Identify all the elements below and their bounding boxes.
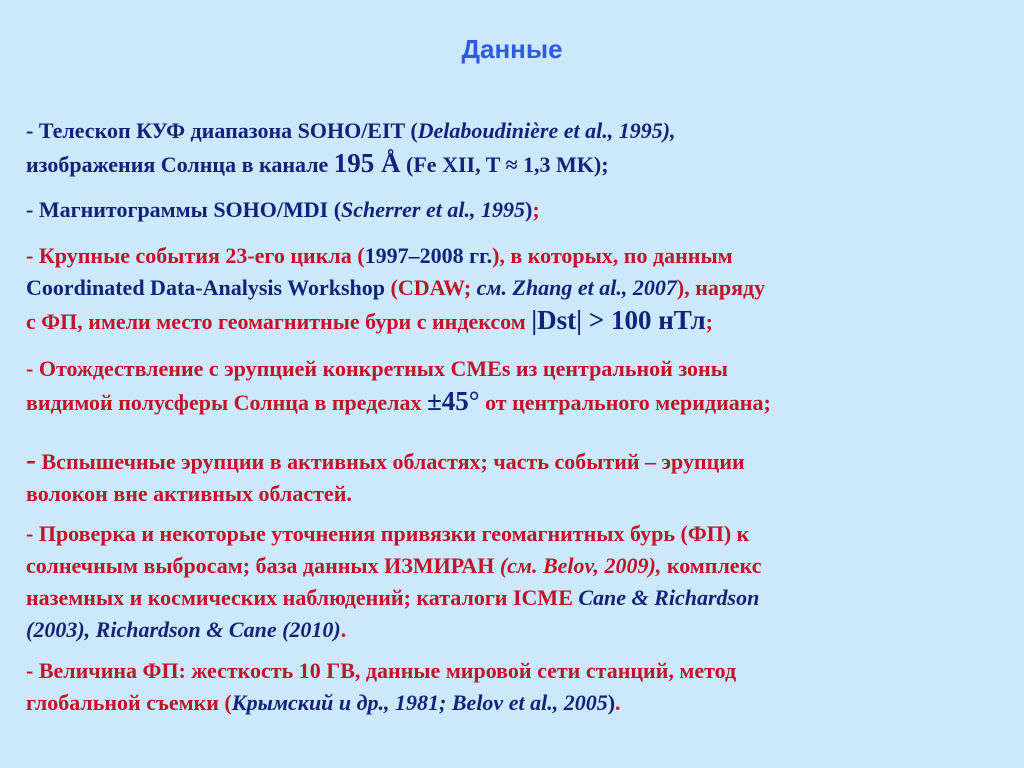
text-segment: видимой полусферы Солнца в пределах	[26, 390, 427, 415]
text-segment: ;	[705, 309, 713, 334]
citation: Cane & Richardson	[578, 585, 760, 610]
text-segment: - Величина ФП: жесткость 10 ГВ, данные мировой сети станций, метод	[26, 658, 737, 683]
citation: см. Zhang et al., 2007	[476, 275, 677, 300]
text-segment: .	[340, 617, 347, 642]
bullet-magnitude	[26, 655, 1001, 719]
text-segment: ), наряду	[676, 275, 766, 300]
bullet-telescope	[26, 115, 1001, 181]
text-segment: (CDAW;	[385, 275, 477, 300]
workshop-name: Coordinated Data-Analysis Workshop	[26, 275, 385, 300]
citation: Scherrer et al., 1995	[341, 197, 525, 222]
text-segment: солнечным выбросам; база данных ИЗМИРАН	[26, 553, 500, 578]
bullet-flare-eruptions	[26, 444, 1001, 510]
text-segment: ;	[532, 197, 540, 222]
text-segment: от центрального меридиана;	[479, 390, 771, 415]
citation: (2003), Richardson & Cane (2010)	[26, 617, 341, 642]
citation: Крымский и др., 1981; Belov et al., 2005	[231, 690, 608, 715]
text-segment: ), в которых, по данным	[492, 243, 733, 268]
text-segment: изображения Солнца в канале	[26, 152, 334, 177]
text-segment: Вспышечные эрупции в активных областях; часть событий – эрупции	[36, 449, 745, 474]
text-segment: глобальной съемки (	[26, 690, 232, 715]
text-segment: - Проверка и некоторые уточнения привязки геомагнитных бурь (ФП) к	[26, 521, 750, 546]
text-segment: - Магнитограммы SOHO/MDI (	[26, 197, 342, 222]
text-segment: (Fe XII, T ≈ 1,3 MK);	[400, 152, 609, 177]
text-segment: волокон вне активных областей.	[26, 481, 352, 506]
text-segment: )	[607, 690, 616, 715]
text-segment: .	[615, 690, 621, 715]
text-segment: комплекс	[661, 553, 762, 578]
text-segment: с ФП, имели место геомагнитные бури с индексом	[26, 309, 532, 334]
text-segment: - Телескоп КУФ диапазона SOHO/EIT (	[26, 118, 418, 143]
citation: (см. Belov, 2009),	[499, 553, 662, 578]
wavelength-value: 195 Å	[333, 148, 401, 178]
longitude-range: ±45°	[426, 386, 480, 416]
citation: Delaboudinière et al., 1995),	[417, 118, 676, 143]
bullet-events	[26, 240, 1001, 338]
text-segment: )	[525, 197, 533, 222]
dst-threshold: |Dst| > 100 нТл	[531, 305, 706, 335]
text-segment: наземных и космических наблюдений; каталоги ICME	[26, 585, 579, 610]
years-range: 1997–2008 гг.	[364, 243, 493, 268]
slide-title: Данные	[461, 34, 563, 64]
bullet-magnetograms	[26, 194, 1001, 226]
bullet-verification	[26, 518, 1001, 646]
text-segment: - Крупные события 23-его цикла (	[26, 243, 365, 268]
bullet-identification	[26, 353, 1001, 419]
text-segment: - Отождествление с эрупцией конкретных CMEs из центральной зоны	[26, 356, 728, 381]
dash: -	[26, 443, 36, 476]
